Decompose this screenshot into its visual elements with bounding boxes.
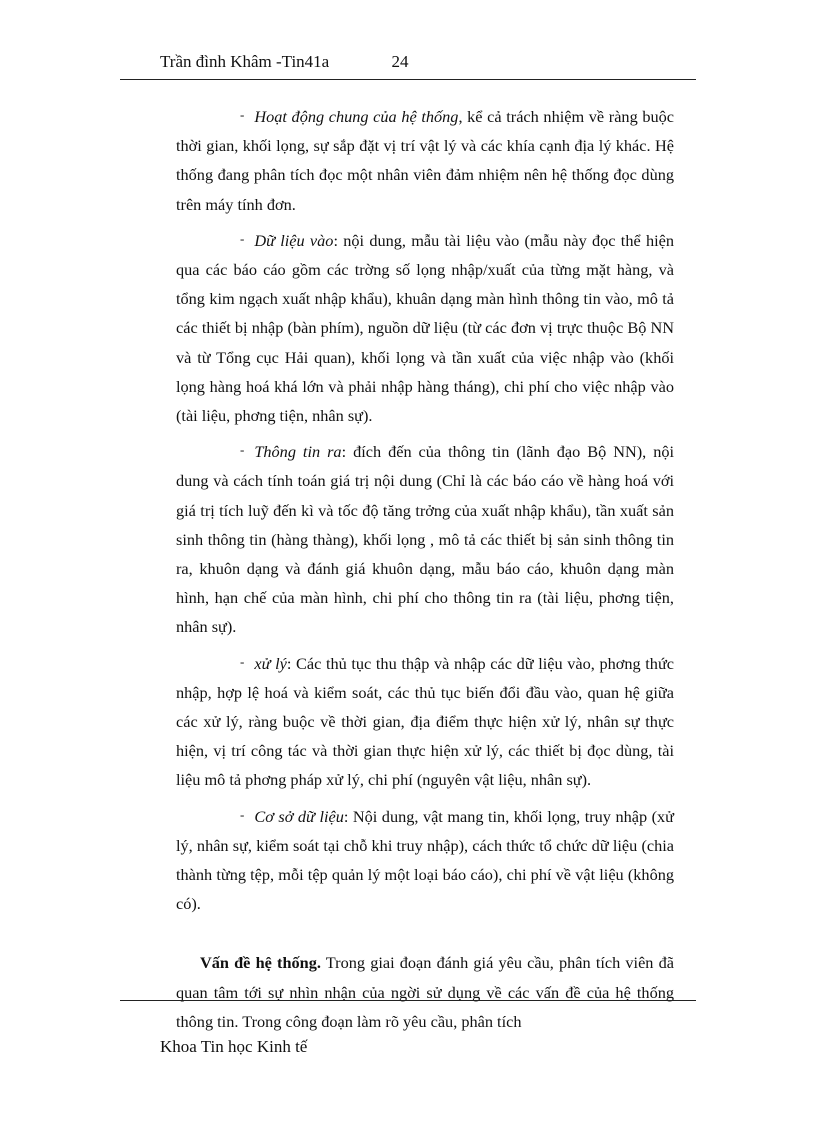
section-paragraph <box>176 948 674 1036</box>
item-term: Dữ liệu vào <box>254 230 334 250</box>
paragraph-title: Vấn đề hệ thống. <box>200 953 321 973</box>
bullet-icon: - <box>240 230 245 246</box>
list-item <box>176 800 674 919</box>
paragraph-text: Trong giai đoạn đánh giá yêu cầu, phân tích viên đã quan tâm tới sự nhìn nhận của ngời sử dụng về các vấn đề của hệ thống thông tin. Trong công đoạn làm rõ yêu cầu, phân tích <box>176 953 674 1031</box>
page-footer: Khoa Tin học Kinh tế <box>160 1037 308 1056</box>
item-text: , kể cả trách nhiệm về ràng buộc thời gian, khối lọng, sự sắp đặt vị trí vật lý và các khía cạnh địa lý khác. Hệ thống đang phân tích đọc một nhân viên đảm nhiệm nên hệ thống đọc dùng trên máy tính đơn. <box>176 107 674 214</box>
list-item <box>176 435 674 641</box>
list-item <box>176 100 674 219</box>
bullet-icon: - <box>240 442 245 458</box>
list-item <box>176 647 674 795</box>
footer-divider <box>120 1000 696 1001</box>
bullet-icon: - <box>240 806 245 822</box>
item-term: Cơ sở dữ liệu <box>254 806 344 826</box>
item-text: : nội dung, mẫu tài liệu vào (mẫu này đọc thể hiện qua các báo cáo gồm các trờng số lọng nhập/xuất của từng mặt hàng, và tổng kim ngạch xuất nhập khẩu), khuân dạng màn hình thông tin vào, mô tả các thiết bị nhập (bàn phím), nguồn dữ liệu (từ các đơn vị trực thuộc Bộ NN và từ Tổng cục Hải quan), khối lọng và tần xuất của việc nhập vào (khối lọng hàng hoá khá lớn và phải nhập hàng tháng), chi phí cho việc nhập vào (tài liệu, phơng tiện, nhân sự). <box>176 230 674 426</box>
page-number: 24 <box>391 52 409 71</box>
item-text: : Các thủ tục thu thập và nhập các dữ liệu vào, phơng thức nhập, hợp lệ hoá và kiểm soát, các thủ tục biến đổi đầu vào, quan hệ giữa các xử lý, ràng buộc về thời gian, địa điểm thực hiện xử lý, nhân sự thực hiện, vị trí công tác và thời gian thực hiện xử lý, các thiết bị đọc dùng, tài liệu mô tả phơng pháp xử lý, chi phí (nguyên vật liệu, nhân sự). <box>176 653 674 790</box>
bullet-icon: - <box>240 107 245 122</box>
header-divider <box>120 79 696 80</box>
bullet-icon: - <box>240 653 245 669</box>
item-text: : Nội dung, vật mang tin, khối lọng, truy nhập (xử lý, nhân sự, kiểm soát tại chỗ khi truy nhập), cách thức tổ chức dữ liệu (chia thành từng tệp, mỗi tệp quản lý một loại báo cáo), chi phí về vật liệu (không có). <box>176 806 674 914</box>
header-title: Trần đình Khâm -Tin41a <box>160 52 330 71</box>
item-term: xử lý <box>254 653 287 673</box>
page-header <box>160 52 408 72</box>
item-term: Thông tin ra <box>254 442 342 462</box>
item-term: Hoạt động chung của hệ thống <box>254 107 459 126</box>
body-text <box>176 100 674 1036</box>
item-text: : đích đến của thông tin (lãnh đạo Bộ NN), nội dung và cách tính toán giá trị nội dung (Chỉ là các báo cáo về hàng hoá với giá trị tích luỹ đến kì và tốc độ tăng trởng của xuất nhập khẩu), tần xuất sản sinh thông tin (hàng thàng), khối lọng , mô tả các thiết bị sản sinh thông tin ra, khuôn dạng và đánh giá khuôn dạng, mẫu báo cáo, khuôn dạng màn hình, hạn chế của màn hình, chi phí cho thông tin ra (tài liệu, phơng tiện, nhân sự). <box>176 442 674 637</box>
list-item <box>176 224 674 430</box>
